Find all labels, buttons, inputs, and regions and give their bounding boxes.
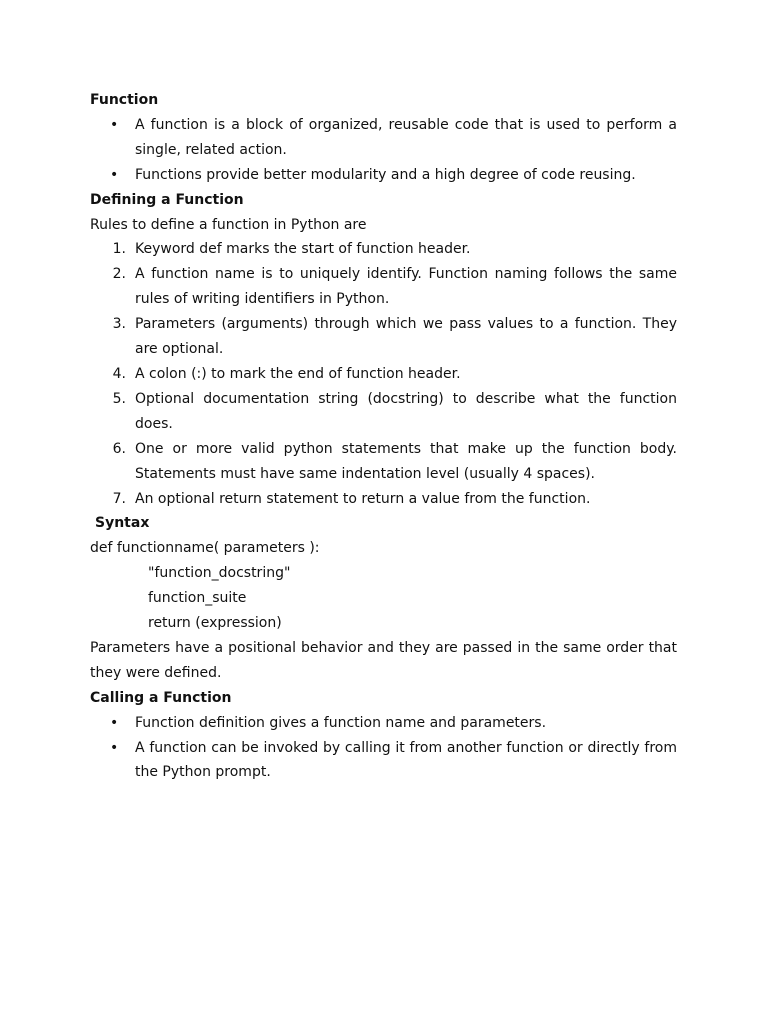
syntax-docstring-line: "function_docstring" — [148, 565, 291, 582]
list-item — [90, 163, 677, 188]
list-item — [90, 362, 677, 387]
list-item — [90, 113, 677, 163]
list-item — [90, 711, 677, 736]
number-marker: 2. — [112, 266, 126, 283]
list-item — [90, 237, 677, 262]
syntax-note: Parameters have a positional behavior and they are passed in the same order that they were defined. — [90, 639, 677, 681]
list-item-text: A colon (:) to mark the end of function header. — [135, 365, 461, 382]
list-item — [90, 312, 677, 362]
defining-intro: Rules to define a function in Python are — [90, 216, 367, 233]
syntax-suite-line: function_suite — [148, 590, 247, 607]
syntax-return-line: return (expression) — [148, 615, 282, 632]
heading-function: Function — [90, 92, 159, 108]
list-item-text: A function is a block of organized, reusable code that is used to perform a single, related action. — [135, 116, 677, 158]
number-marker: 5. — [112, 390, 126, 407]
heading-syntax: Syntax — [95, 515, 150, 532]
rules-numbered-list — [90, 237, 677, 511]
list-item-text: A function name is to uniquely identify. Function naming follows the same rules of writing identifiers in Python. — [135, 266, 677, 308]
list-item-text: A function can be invoked by calling it from another function or directly from the Python prompt. — [135, 739, 677, 781]
list-item — [90, 437, 677, 487]
list-item-text: Functions provide better modularity and a high degree of code reusing. — [135, 166, 636, 183]
number-marker: 3. — [112, 316, 126, 333]
function-bullet-list — [90, 113, 677, 188]
number-marker: 4. — [112, 365, 126, 382]
list-item — [90, 736, 677, 786]
document-page — [90, 88, 677, 785]
list-item-text: Function definition gives a function name and parameters. — [135, 714, 547, 731]
list-item — [90, 387, 677, 437]
heading-defining-function: Defining a Function — [90, 191, 244, 208]
syntax-def-line: def functionname( parameters ): — [90, 540, 320, 557]
bullet-marker: • — [110, 116, 119, 133]
bullet-marker: • — [110, 714, 119, 731]
number-marker: 6. — [112, 440, 126, 457]
list-item-text: An optional return statement to return a value from the function. — [135, 490, 591, 507]
bullet-marker: • — [110, 739, 119, 756]
list-item — [90, 262, 677, 312]
list-item-text: One or more valid python statements that make up the function body. Statements must have same indentation level (usually 4 spaces). — [135, 440, 677, 482]
list-item-text: Keyword def marks the start of function header. — [135, 241, 471, 258]
number-marker: 1. — [112, 241, 126, 258]
number-marker: 7. — [112, 490, 126, 507]
calling-bullet-list — [90, 711, 677, 786]
list-item-text: Parameters (arguments) through which we pass values to a function. They are optional. — [135, 316, 677, 358]
list-item — [90, 487, 677, 512]
bullet-marker: • — [110, 166, 119, 183]
list-item-text: Optional documentation string (docstring) to describe what the function does. — [135, 390, 677, 432]
heading-calling-function: Calling a Function — [90, 689, 232, 706]
